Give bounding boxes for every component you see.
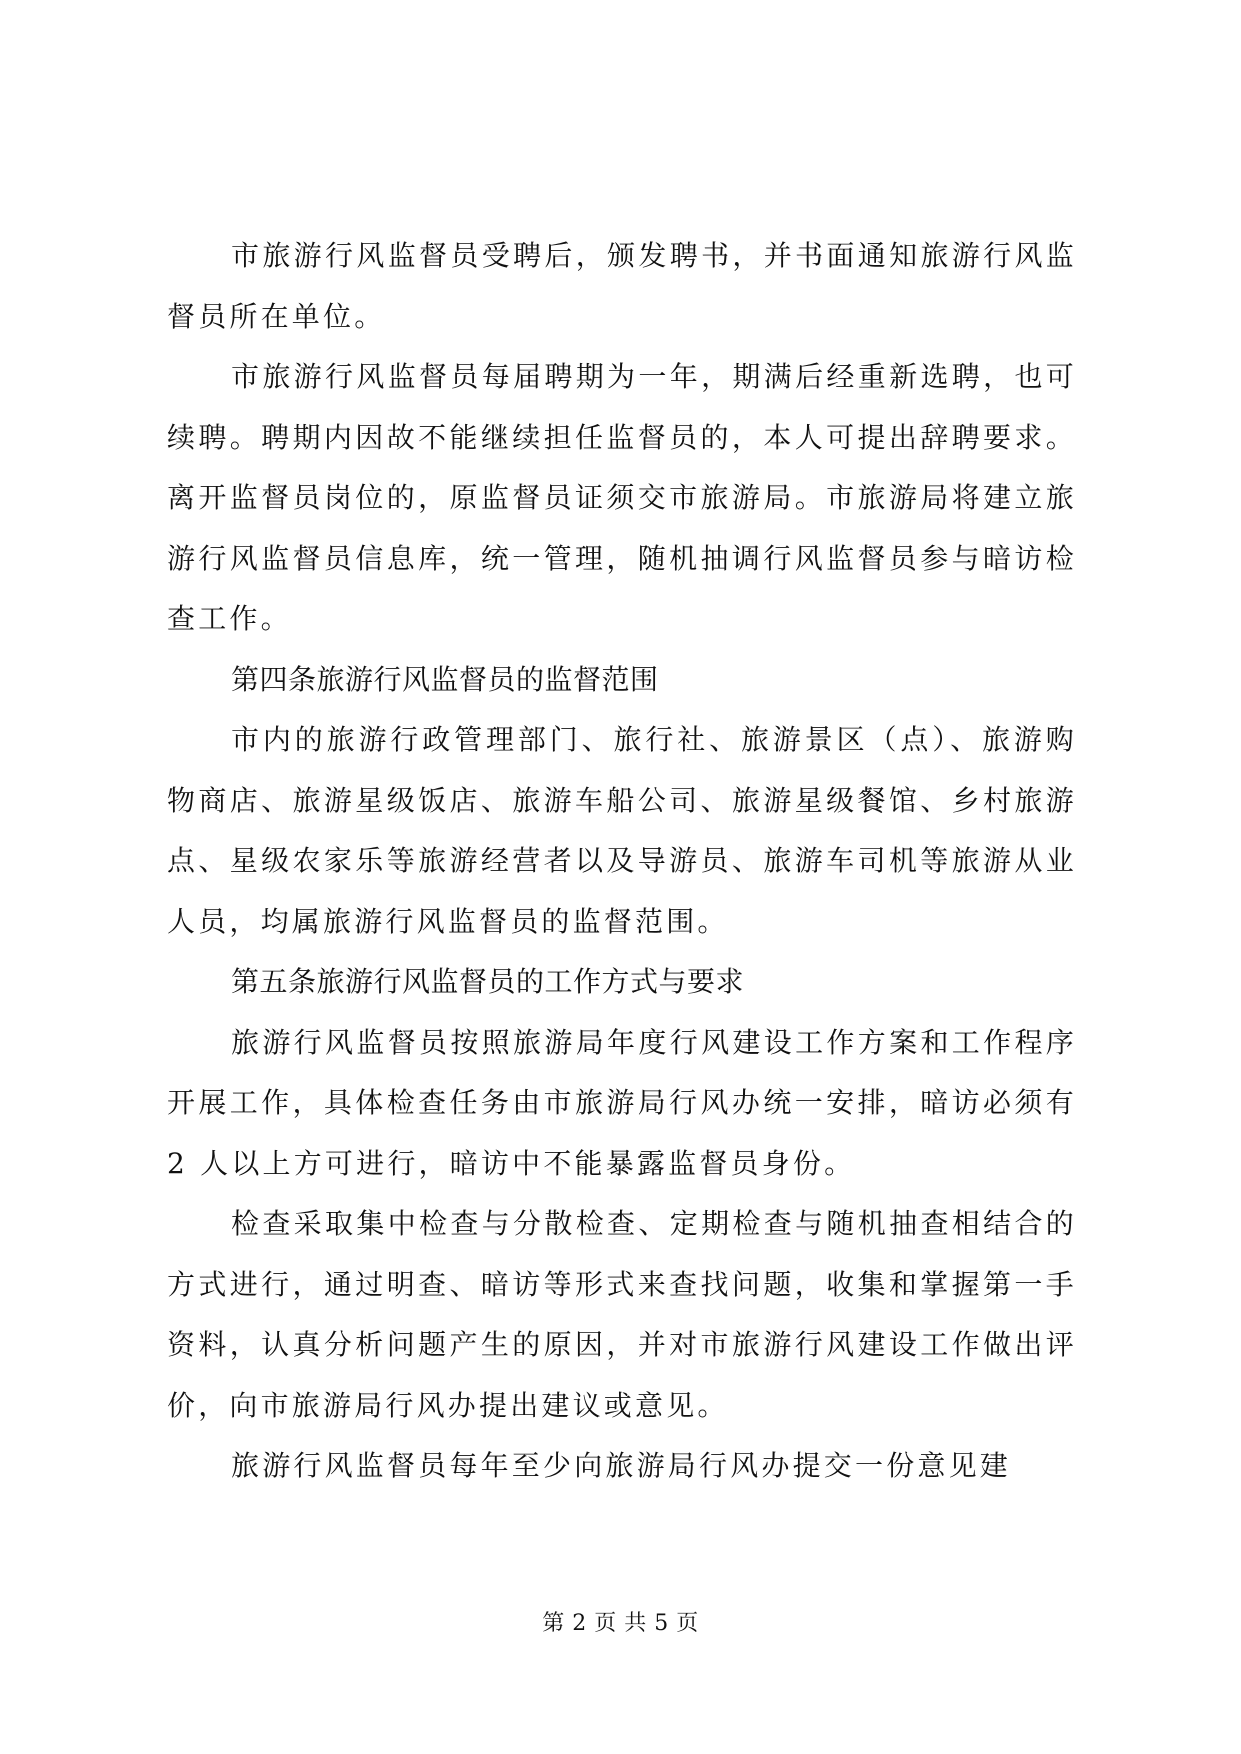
paragraph-annual-opinion: 旅游行风监督员每年至少向旅游局行风办提交一份意见建	[231, 1449, 1012, 1482]
article-four-heading: 第四条旅游行风监督员的监督范围	[231, 662, 659, 696]
paragraph-working-procedure: 旅游行风监督员按照旅游局年度行风建设工作方案和工作程序开展工作，具体检查任务由市旅游局行风办统一安排，暗访必须有 2 人以上方可进行，暗访中不能暴露监督员身份。	[167, 1025, 1077, 1180]
document-body	[167, 226, 1077, 1497]
paragraph-term-of-appointment: 市旅游行风监督员每届聘期为一年，期满后经重新选聘，也可续聘。聘期内因故不能继续担任监督员的，本人可提出辞聘要求。离开监督员岗位的，原监督员证须交市旅游局。市旅游局将建立旅游行风监督员信息库，统一管理，随机抽调行风监督员参与暗访检查工作。	[167, 360, 1077, 635]
paragraph-inspection-methods: 检查采取集中检查与分散检查、定期检查与随机抽查相结合的方式进行，通过明查、暗访等形式来查找问题，收集和掌握第一手资料，认真分析问题产生的原因，并对市旅游行风建设工作做出评价，向市旅游局行风办提出建议或意见。	[167, 1207, 1077, 1422]
paragraph-appointment-notice: 市旅游行风监督员受聘后，颁发聘书，并书面通知旅游行风监督员所在单位。	[167, 239, 1077, 333]
article-five-heading: 第五条旅游行风监督员的工作方式与要求	[231, 965, 745, 998]
paragraph-supervision-scope: 市内的旅游行政管理部门、旅行社、旅游景区（点）、旅游购物商店、旅游星级饭店、旅游车船公司、旅游星级餐馆、乡村旅游点、星级农家乐等旅游经营者以及导游员、旅游车司机等旅游从业人员，均属旅游行风监督员的监督范围。	[167, 723, 1077, 938]
page-number-footer: 第 2 页 共 5 页	[542, 1611, 699, 1636]
